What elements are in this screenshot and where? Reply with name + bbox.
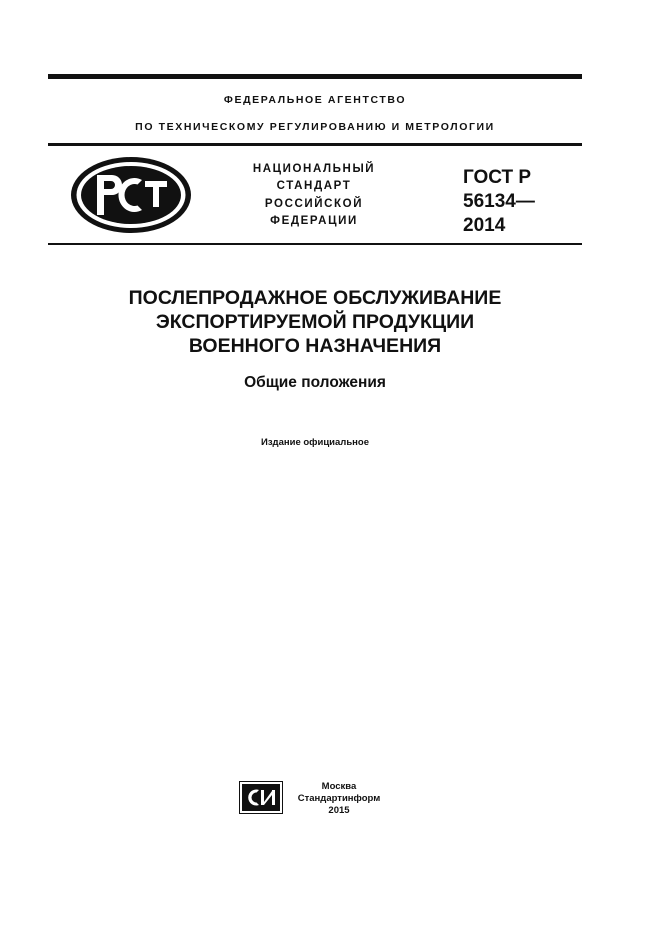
publisher-block [284, 781, 394, 817]
agency-line-1: ФЕДЕРАЛЬНОЕ АГЕНТСТВО [223, 94, 407, 106]
publisher-city: Москва [321, 781, 357, 792]
title-line: ПОСЛЕПРОДАЖНОЕ ОБСЛУЖИВАНИЕ [128, 287, 502, 309]
standard-designation [463, 166, 535, 238]
top-rule [48, 74, 582, 79]
national-line: РОССИЙСКОЙ [264, 197, 364, 210]
rst-logo-text: РСТ [131, 234, 133, 235]
national-line: НАЦИОНАЛЬНЫЙ [252, 163, 376, 175]
edition-note: Издание официальное [261, 437, 369, 448]
title-line: ЭКСПОРТИРУЕМОЙ ПРОДУКЦИИ [155, 311, 475, 333]
designation-line: 2014 [463, 215, 506, 236]
standartinform-logo-icon [239, 781, 283, 814]
national-line: ФЕДЕРАЦИИ [270, 214, 358, 227]
national-standard-label [232, 161, 396, 230]
national-line: СТАНДАРТ [276, 180, 352, 193]
designation-line: ГОСТ Р [463, 167, 532, 188]
document-title [48, 286, 582, 358]
document-subtitle: Общие положения [244, 374, 386, 391]
publisher-year: 2015 [328, 805, 350, 816]
bottom-rule [48, 243, 582, 245]
title-line: ВОЕННОГО НАЗНАЧЕНИЯ [188, 335, 442, 357]
designation-line: 56134— [463, 191, 535, 212]
rst-logo-icon [69, 155, 193, 235]
publisher-name: Стандартинформ [297, 793, 381, 804]
agency-line-2: ПО ТЕХНИЧЕСКОМУ РЕГУЛИРОВАНИЮ И МЕТРОЛОГИИ [135, 121, 495, 133]
middle-rule [48, 143, 582, 146]
